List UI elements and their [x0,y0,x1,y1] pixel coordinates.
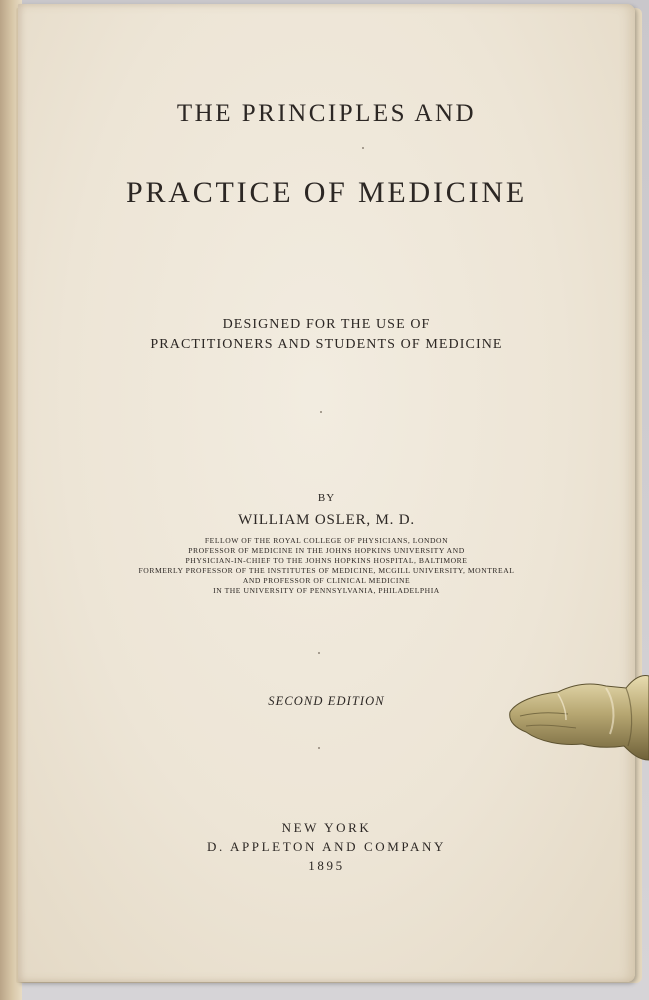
subtitle-line-2: PRACTITIONERS AND STUDENTS OF MEDICINE [150,337,503,352]
title-page [18,4,635,982]
brass-hand-page-holder-icon [506,672,649,762]
ink-speck [318,747,320,749]
credential-line: PHYSICIAN-IN-CHIEF TO THE JOHNS HOPKINS HOSPITAL, BALTIMORE [185,556,468,565]
imprint-publisher: D. APPLETON AND COMPANY [207,839,446,854]
author-credentials [18,536,635,596]
ink-speck [362,147,364,149]
credential-line: IN THE UNIVERSITY OF PENNSYLVANIA, PHILADELPHIA [213,586,440,595]
ink-speck [318,652,320,654]
by-line: BY [317,492,336,504]
imprint-year: 1895 [308,858,345,873]
subtitle-line-1: DESIGNED FOR THE USE OF [222,317,431,332]
credential-line: FORMERLY PROFESSOR OF THE INSTITUTES OF MEDICINE, MCGILL UNIVERSITY, MONTREAL [138,566,515,575]
subtitle [18,315,635,355]
imprint [18,818,635,875]
imprint-place: NEW YORK [281,820,372,835]
credential-line: FELLOW OF THE ROYAL COLLEGE OF PHYSICIANS, LONDON [204,536,449,545]
title-line-2: PRACTICE OF MEDICINE [125,176,527,209]
title-line-1: THE PRINCIPLES AND [176,100,477,127]
ink-speck [320,411,322,413]
credential-line: AND PROFESSOR OF CLINICAL MEDICINE [242,576,411,585]
author-name: WILLIAM OSLER, M. D. [238,512,415,528]
credential-line: PROFESSOR OF MEDICINE IN THE JOHNS HOPKINS UNIVERSITY AND [188,546,465,555]
edition: SECOND EDITION [268,694,385,708]
